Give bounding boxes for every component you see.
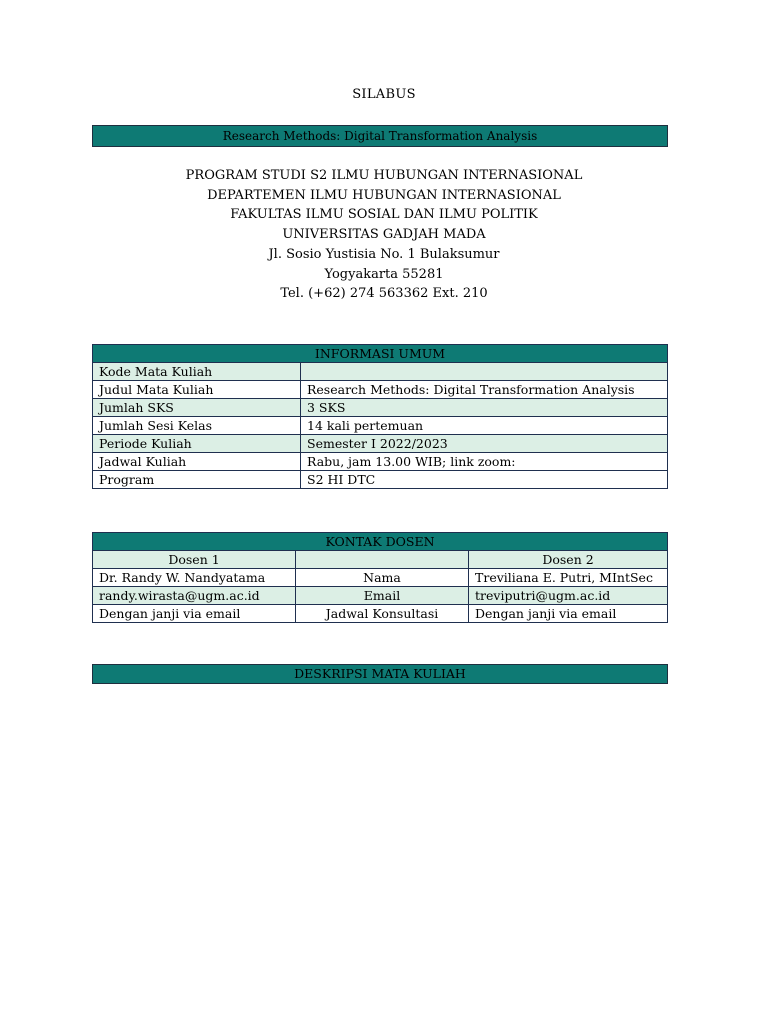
lecturer-2-consultation: Dengan janji via email xyxy=(469,605,668,623)
field-label-consultation: Jadwal Konsultasi xyxy=(296,605,469,623)
lecturer-2-name: Treviliana E. Putri, MIntSec xyxy=(469,569,668,587)
info-value: S2 HI DTC xyxy=(301,471,668,489)
table-row xyxy=(93,605,668,623)
info-value: Semester I 2022/2023 xyxy=(301,435,668,453)
lecturer-contact-header: KONTAK DOSEN xyxy=(93,533,668,551)
course-title-banner: Research Methods: Digital Transformation Analysis xyxy=(92,125,668,147)
table-row xyxy=(93,587,668,605)
table-row xyxy=(93,471,668,489)
info-value: 14 kali pertemuan xyxy=(301,417,668,435)
lecturer-2-email: treviputri@ugm.ac.id xyxy=(469,587,668,605)
course-description-header: DESKRIPSI MATA KULIAH xyxy=(92,664,668,684)
info-value: Rabu, jam 13.00 WIB; link zoom: xyxy=(301,453,668,471)
address-line-phone: Tel. (+62) 274 563362 Ext. 210 xyxy=(280,286,488,302)
table-row xyxy=(93,381,668,399)
address-line-city: Yogyakarta 55281 xyxy=(324,266,444,282)
institution-address xyxy=(0,166,768,304)
table-row xyxy=(93,453,668,471)
info-label: Kode Mata Kuliah xyxy=(93,363,301,381)
column-header-lecturer-2: Dosen 2 xyxy=(469,551,668,569)
page-title: SILABUS xyxy=(352,87,416,102)
field-label-email: Email xyxy=(296,587,469,605)
column-header-lecturer-1: Dosen 1 xyxy=(93,551,296,569)
lecturer-1-consultation: Dengan janji via email xyxy=(93,605,296,623)
info-value xyxy=(301,363,668,381)
info-label: Judul Mata Kuliah xyxy=(93,381,301,399)
info-value: 3 SKS xyxy=(301,399,668,417)
table-row xyxy=(93,435,668,453)
column-header-field xyxy=(296,551,469,569)
lecturer-contact-table xyxy=(92,532,668,623)
general-info-table xyxy=(92,344,668,489)
table-row xyxy=(93,363,668,381)
info-label: Jadwal Kuliah xyxy=(93,453,301,471)
address-line-program: PROGRAM STUDI S2 ILMU HUBUNGAN INTERNASIONAL xyxy=(185,168,583,183)
table-row xyxy=(93,399,668,417)
address-line-street: Jl. Sosio Yustisia No. 1 Bulaksumur xyxy=(268,246,500,262)
table-row xyxy=(93,417,668,435)
info-label: Program xyxy=(93,471,301,489)
lecturer-1-name: Dr. Randy W. Nandyatama xyxy=(93,569,296,587)
address-line-department: DEPARTEMEN ILMU HUBUNGAN INTERNASIONAL xyxy=(207,187,561,203)
info-value: Research Methods: Digital Transformation Analysis xyxy=(301,381,668,399)
table-row xyxy=(93,569,668,587)
info-label: Jumlah Sesi Kelas xyxy=(93,417,301,435)
address-line-faculty: FAKULTAS ILMU SOSIAL DAN ILMU POLITIK xyxy=(230,207,538,223)
table-row xyxy=(93,551,668,569)
general-info-header: INFORMASI UMUM xyxy=(93,345,668,363)
info-label: Jumlah SKS xyxy=(93,399,301,417)
field-label-name: Nama xyxy=(296,569,469,587)
info-label: Periode Kuliah xyxy=(93,435,301,453)
address-line-university: UNIVERSITAS GADJAH MADA xyxy=(282,227,486,243)
lecturer-1-email: randy.wirasta@ugm.ac.id xyxy=(93,587,296,605)
